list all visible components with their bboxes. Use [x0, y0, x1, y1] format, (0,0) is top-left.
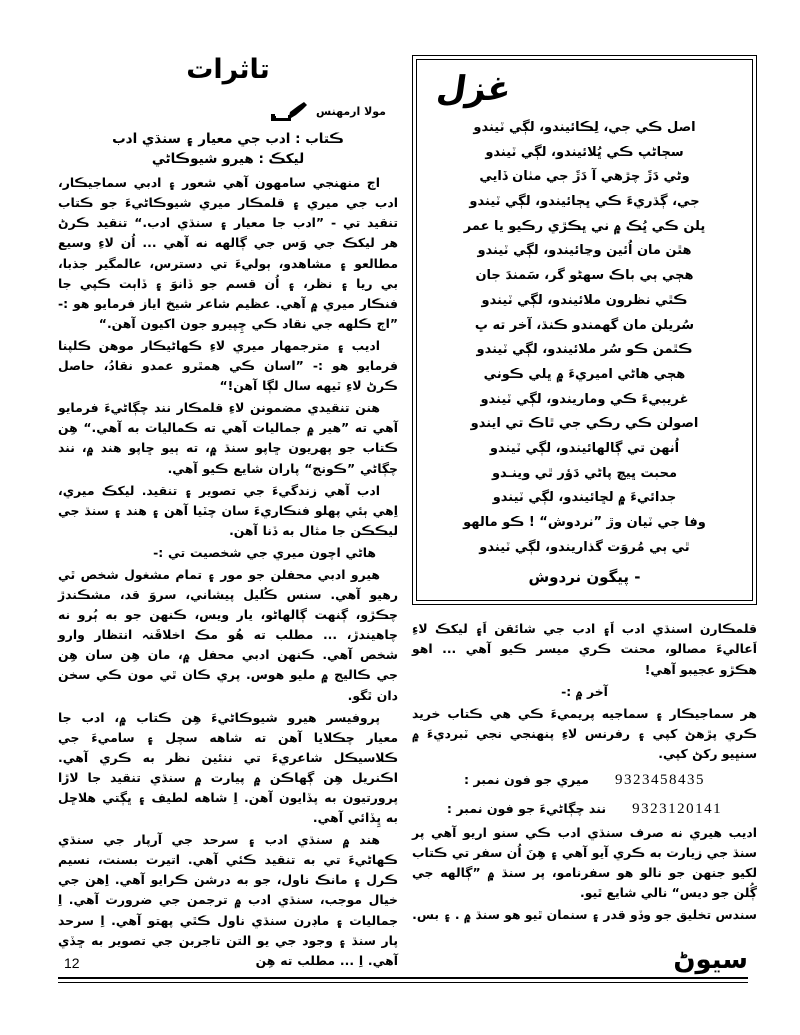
poem-line: ڀلن ڪي ڀُڪ ۾ ني ڀڪڙي رڪيو يا عمر	[463, 218, 706, 234]
phone-row	[412, 795, 757, 824]
poem-line: وڻي دَڙَ چڙهي آ دَڙَ جي مٺان ڏايي	[479, 169, 690, 185]
article-paragraph: هند ۾ سنڌي ادب ۽ سرحد جي آرپار جي سنڌي ڪهاڻيءَ تي به تنقيد ڪئي آهي. اتيرت بسنت، نسيم ڪرل ۽ مانڪ ناول، جو به درشن ڪرايو آهي. اِهن جي خيال موجب، سنڌي ادب ۾ ترجمن جي ضرورت آهي. اِ جماليات ۽ ماڊرن سنڌي ناول ڪٿي پهتو آهي. اِ سرحد پار سنڌ ۽ وجود جي يو التن تاجربن جي تصوير به ڇڏي آهي. اِ ... مطلب ته هِن	[58, 832, 398, 968]
poem-box-inner	[416, 59, 753, 601]
poem-line: غريبيءَ ڪي وماريندو، لڳي ٽيندو	[480, 391, 689, 407]
footer-rule-thin	[58, 982, 748, 983]
article-paragraph: اڄ منهنجي سامهون آهي شعور ۽ ادبي سماجيڪار، ادب جي ميري ۽ قلمڪار ميري شيوڪاڻيءَ جو ڪتاب تنقيد تي - ”ادب جا معيار ۽ سنڌي ادب.“ تنقيد ڪرڻ هر ليکڪ جي وَس جي ڳالهه نه آهي ... اُن لاءِ وسيع مطالعو ۽ مشاهدو، ٻوليءَ تي دسترس، عالمگير جذبا، بي ريا ۽ نظر، ۽ اُن قسم جو ڏانوَ ۽ ڏاٻت ڪپي جا فنڪار ميري ۾ آهي. عظيم شاعر شيخ اياز فرمايو هو :- ”اڄ ڪلهه جي نقاد ڪي چِپيرو جون اکيون آهن.“	[58, 175, 398, 331]
phone-label: نند چڳاڻيءَ جو فون نمبر :	[446, 800, 607, 816]
poem-line: جي، ڳڌريءَ ڪي ڀڄائيندو، لڳي ٽيندو	[469, 194, 700, 210]
book-writer-line: ليکڪ : هيرو شيوڪاڻي	[151, 150, 305, 167]
article-author-name: مولا ارمهنس	[316, 105, 386, 119]
article-paragraph: هنن تنقيدي مضمونن لاءِ قلمڪار نند چڳاڻيءَ فرمايو آهي ته ”هير ۾ جماليات آهي ته ڪماليات به آهي.“ هِن ڪتاب جو پهريون ڇاپو سنڌ ۾، ته ٻيو ڇاپو هند ۾، نند چڳاڻي ”ڪونج“ پاران شايع ڪيو آهي.	[58, 400, 398, 476]
poem-line: محبت ڀيچ پاڻي دَؤر ٿي وينـدو	[491, 465, 678, 481]
poem-line: هڄي هاڻي اميريءَ ۾ ڀلي ڪوني	[483, 366, 686, 382]
poem-line: اصل ڪي جي، لِڪائيندو، لڳي ٽيندو	[473, 120, 696, 135]
poem-line: هڄي ٻي باڪ سهڻو گر، سَمندَ جان	[475, 268, 694, 284]
poem-line: ٿي ٻي مُروَت گذاريندو، لڳي ٽيندو	[479, 539, 690, 555]
phone-row	[412, 766, 757, 795]
poem-line: جدائيءَ ۾ لڇائيندو، لڳي ٽيندو	[492, 490, 677, 506]
left-paragraph: اديب هيري نه صرف سنڌي ادب ڪي سنو اريو آهي پر سنڌ جي زيارت به ڪري آيو آهي ۽ هِنَ اُن سفر تي ڪتاب لکيو جنهن جو نالو هو سفرنامو، پر سنڌ ۾ ”ڳالهه جي ڳُلن جو ديس“ نالي شايع ٿيو.	[412, 825, 757, 901]
article-byline	[58, 101, 398, 123]
footer-rule-thick	[58, 977, 748, 979]
article-paragraph: هيرو ادبي محفلن جو مور ۽ تمام مشغول شخص ٿي رهيو آهي. سنس ڪُليل پيشاني، سروَ قد، مشڪندڙ چڪڙو، ڳنهت ڳالهاڻو، يار ويس، ڪنهن جو به ٻُرو نه چاهيندڙ، ... مطلب ته هُو مڪ اخلاقَنہ انتظار وارو شخص آهي. ڪنهن ادبي محفل ۾، مان هِن سان هِن جي ڪاليج ۾ مليو هوس. پري ڪان ٿي مون ڪي سخن دان ٿگو.	[58, 566, 398, 703]
article-column	[58, 55, 398, 973]
poem-line: ڪٿي نظرون ملائيندو، لڳي ٽيندو	[481, 292, 688, 308]
poem-column	[412, 55, 757, 928]
article-paragraph: پروفيسر هيرو شيوڪاڻيءَ هِن ڪتاب ۾، ادب جا معيار چڪلايا آهن ته شاهه سچل ۽ ساميءَ جي ڪلاسيڪل شاعريءَ تي ننئين نظر به ڪري آهي. اڪنريل هِن ڳهاڪن ۾ پيارت ۾ سنڌي تنقيد جا لاڙا پرورتيون به پڏايون آهن. اِ شاهه لطيف ۽ ڀڳتي هلاڇل به ڀِڏائي آهي.	[58, 709, 398, 826]
poem-line: سُريلن مان گهمندو ڪنڌ، آخر ته ڀ	[474, 317, 695, 333]
poem-line: سڄاڻپ ڪي ڀُلائيندو، لڳي ٽيندو	[485, 144, 684, 160]
page-number: 12	[64, 955, 80, 971]
article-paragraph: ادب آهي زندگيءَ جي تصوير ۽ تنقيد. ليکڪ ميري، اِهي ٻئي پهلو فنڪاريءَ سان چٽيا آهن ۽ هند ۽ سنڌ جي ليڪڪن جا مثال به ڏنا آهن.	[58, 482, 398, 538]
book-title-line: ڪتاب : ادب جي معيار ۽ سنڌي ادب	[112, 130, 344, 147]
hand-writing-pen-icon	[268, 101, 310, 123]
page-footer	[58, 945, 748, 989]
phone-number: 9323120141	[632, 800, 723, 817]
left-paragraph: قلمڪارن اسنڌي ادب اَ۽ ادب جي شائقن اَ۽ ليکڪ لاءِ اَعاليءَ مصالو، محنت ڪري ميسر ڪيو آهي ... اهو هڪڙو عجيبو آهي!	[412, 621, 757, 677]
phone-number: 9323458435	[614, 772, 705, 789]
article-subheading: هاڻي اچون ميري جي شخصيت تي :-	[153, 544, 376, 560]
left-closing-label: آخر ۾ :-	[561, 683, 608, 699]
phone-label: ميري جو فون نمبر :	[464, 772, 589, 788]
ghazal-heading: غزل	[434, 69, 514, 109]
article-title: تاثرات	[186, 54, 270, 85]
article-paragraph: اديب ۽ مترجمهار ميري لاءِ ڪهاڻيڪار موهن ڪلپنا فرمايو هو :- ”اسان ڪي همٿرو عمدو نقادُ، حاصل ڪرڻ لاءِ ٽيهه سال لڳا آهن!“	[58, 337, 398, 394]
left-paragraph: هر سماجيڪار ۽ سماجيه پريميءَ ڪي هي ڪتاب خريد ڪري پڙهڻ کپي ۽ رفرنس لاءِ پنهنجي نجي ٽبرديءَ ۾ سنڀيو رکڻ کپي.	[412, 705, 757, 761]
magazine-name: سيوڻ	[673, 945, 748, 975]
poem-box	[412, 55, 757, 605]
poem-line: اُنهن تي ڳالهائيندو، لڳي ٽيندو	[489, 440, 680, 456]
poem-line: وفا جي ٽيان وڙ ”نردوش“ ! ڪو مالهو	[463, 515, 706, 530]
left-paragraph: سندس تخليق جو وڏو قدر ۽ سنمان ٿيو هو سنڌ ۾ . ۽ بس.	[412, 907, 757, 923]
poem-line: اصولن ڪي رڪي جي ٿاڪ تي ايندو	[470, 416, 699, 432]
poem-line: ڪٿمن ڪو سُر ملائيندو، لڳي ٽيندو	[476, 342, 693, 358]
poet-signature: - پيگون نردوش	[528, 568, 641, 587]
poem-line: هٿن مان اُئين وڃائيندو، لڳي ٽيندو	[477, 243, 692, 259]
